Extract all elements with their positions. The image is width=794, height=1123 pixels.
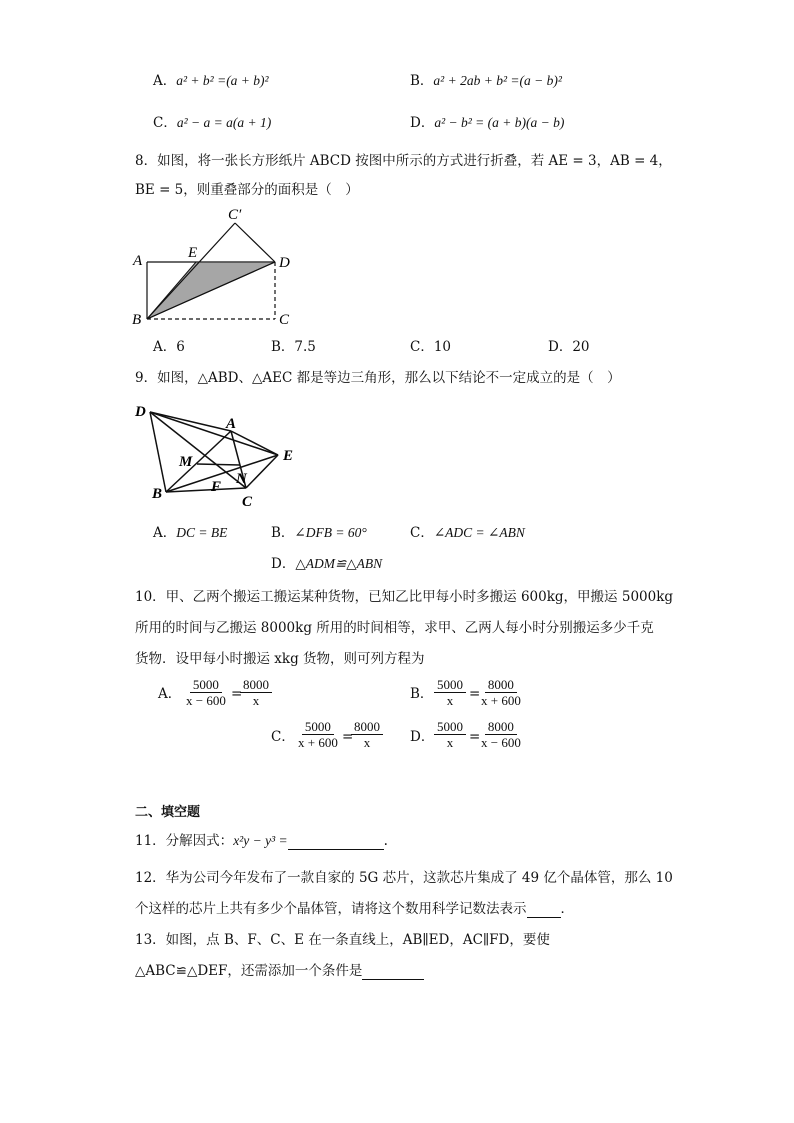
q7-option-c: C．a² − a = a(a + 1) (153, 115, 272, 131)
q10-stem-line1: 10．甲、乙两个搬运工搬运某种货物，已知乙比甲每小时多搬运 600kg，甲搬运 5000kg (135, 589, 674, 605)
q10-option-d-label: D． (410, 729, 435, 745)
q10-option-b-label: B． (410, 686, 434, 702)
q8-stem-line1: 8．如图，将一张长方形纸片 ABCD 按图中所示的方式进行折叠，若 AE = 3，AB = 4， (135, 153, 672, 169)
q9-edge-de (150, 412, 278, 455)
q12-answer-blank[interactable] (527, 903, 561, 918)
q9-option-d: D．△ADM≌△ABN (271, 556, 383, 572)
q9-label-c: C (242, 494, 253, 510)
q9-option-b: B．∠DFB = 60° (271, 525, 367, 541)
q12-stem-line1: 12．华为公司今年发布了一款自家的 5G 芯片，这款芯片集成了 49 亿个晶体管，那么 10 (135, 870, 673, 886)
q10-option-c-equals: = (342, 729, 354, 745)
q9-label-d: D (135, 404, 146, 420)
section-heading-fill-in: 二、填空题 (135, 805, 201, 820)
q7-option-a: A．a² + b² =(a + b)² (153, 73, 269, 89)
q9-figure (128, 398, 308, 513)
q12-line2: 个这样的芯片上共有多少个晶体管，请将这个数用科学记数法表示 ． (135, 901, 574, 917)
q8-label-c: C (279, 312, 290, 328)
q10-option-a-equals: = (231, 686, 243, 702)
q9-label-a: A (226, 416, 237, 432)
q9-label-b: B (152, 486, 163, 502)
q7-option-d: D．a² − b² = (a + b)(a − b) (410, 115, 565, 131)
q10-option-b-right-fraction: $\frac{8000}{x + 600}$ (481, 677, 521, 708)
q8-label-a: A (133, 253, 143, 269)
q10-option-c-left-fraction: $\frac{5000}{x + 600}$ (298, 719, 338, 750)
q10-option-b-left-fraction: $\frac{5000}{x}$ (434, 677, 466, 708)
q13-answer-blank[interactable] (362, 965, 424, 980)
q9-edge-mn (197, 464, 240, 465)
q9-label-m: M (179, 454, 193, 470)
q13-line2: △ABC≌△DEF，还需添加一个条件是 (135, 962, 424, 980)
q10-option-a-label: A． (158, 686, 182, 702)
q9-option-c: C．∠ADC = ∠ABN (410, 525, 525, 541)
q10-option-d-left-fraction: $\frac{5000}{x}$ (434, 719, 466, 750)
q8-option-a: A．6 (153, 339, 185, 355)
q11-line: 11．分解因式：x²y − y³ = . (135, 833, 388, 849)
q9-label-n: N (236, 471, 247, 487)
q7-option-b: B．a² + 2ab + b² =(a − b)² (410, 73, 562, 89)
q10-stem-line2: 所用的时间与乙搬运 8000kg 所用的时间相等，求甲、乙两人每小时分别搬运多少千克 (135, 620, 654, 636)
q8-stem-line2: BE = 5，则重叠部分的面积是（ ） (135, 182, 359, 198)
q8-option-d: D．20 (548, 339, 590, 355)
q8-figure (125, 203, 310, 331)
q8-label-b: B (132, 312, 142, 328)
q9-edge-ba (166, 431, 231, 492)
q10-option-c-right-fraction: $\frac{8000}{x}$ (351, 719, 383, 750)
q9-option-a: A．DC = BE (153, 525, 228, 541)
q10-option-b-equals: = (469, 686, 481, 702)
q11-answer-blank[interactable] (288, 835, 384, 850)
q10-option-a-right-fraction: $\frac{8000}{x}$ (240, 677, 272, 708)
q10-option-c-label: C． (271, 729, 295, 745)
q10-stem-line3: 货物．设甲每小时搬运 xkg 货物，则可列方程为 (135, 651, 425, 667)
q9-label-f: F (211, 479, 222, 495)
q8-option-c: C．10 (410, 339, 452, 355)
q10-option-d-right-fraction: $\frac{8000}{x - 600}$ (481, 719, 521, 750)
q10-option-d-equals: = (469, 729, 481, 745)
q10-option-a-left-fraction: $\frac{5000}{x - 600}$ (186, 677, 226, 708)
q13-stem-line1: 13．如图，点 B、F、C、E 在一条直线上，AB∥ED，AC∥FD，要使 (135, 932, 550, 948)
q8-option-b: B．7.5 (271, 339, 316, 355)
q8-label-e: E (188, 245, 198, 261)
q8-label-cprime: C′ (228, 207, 242, 223)
q9-label-e: E (283, 448, 294, 464)
q8-edge-cpd (235, 223, 275, 262)
q9-edge-db (150, 412, 166, 492)
q9-stem: 9．如图，△ABD、△AEC 都是等边三角形，那么以下结论不一定成立的是（ ） (135, 370, 621, 386)
q9-edge-ae (231, 431, 278, 455)
q8-label-d: D (279, 255, 290, 271)
